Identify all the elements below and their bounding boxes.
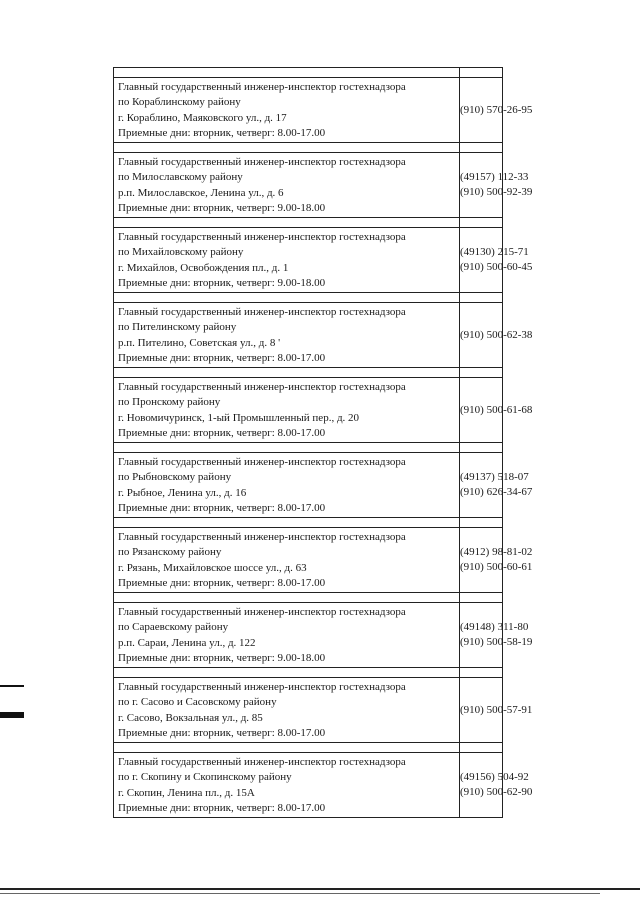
inspector-address-cell: [114, 378, 460, 443]
address-line: по Милославскому району: [118, 171, 243, 184]
address-line: г. Рыбное, Ленина ул., д. 16: [118, 486, 247, 499]
inspector-address-cell: [114, 303, 460, 368]
inspector-address-cell: [114, 528, 460, 593]
scan-margin-mark: [0, 685, 24, 687]
spacer-row: [114, 68, 503, 78]
phone-number: (49156) 504-92: [460, 771, 529, 783]
phone-number: (910) 500-62-38: [460, 328, 533, 341]
phone-number: (910) 500-60-45: [460, 261, 533, 273]
phone-number: (910) 500-61-68: [460, 403, 533, 416]
inspector-address-cell: [114, 753, 460, 818]
footer-rule-secondary: [0, 893, 600, 894]
address-line: по Пителинскому району: [118, 321, 237, 334]
inspector-address-cell: [114, 453, 460, 518]
address-line: р.п. Пителино, Советская ул., д. 8 ': [118, 336, 281, 349]
address-line: г. Новомичуринск, 1-ый Промышленный пер., д. 20: [118, 411, 360, 424]
spacer-cell: [114, 293, 460, 303]
inspectors-table: [113, 67, 533, 818]
inspector-address-cell: [114, 228, 460, 293]
phone-number: (910) 500-92-39: [460, 186, 533, 198]
spacer-row: [114, 593, 503, 603]
spacer-row: [114, 443, 503, 453]
spacer-cell: [114, 518, 460, 528]
spacer-cell: [460, 143, 503, 153]
inspector-address-cell: [114, 153, 460, 218]
address-line: по Рязанскому району: [118, 546, 222, 559]
phone-cell: [460, 78, 533, 143]
phone-cell: [460, 603, 533, 668]
spacer-cell: [114, 668, 460, 678]
address-line: по Пронскому району: [118, 396, 221, 409]
phone-cell: [460, 678, 533, 743]
spacer-cell: [460, 743, 503, 753]
spacer-cell: [114, 68, 460, 78]
spacer-row: [114, 368, 503, 378]
address-line: Приемные дни: вторник, четверг: 9.00-18.00: [118, 201, 326, 214]
address-line: Приемные дни: вторник, четверг: 8.00-17.00: [118, 501, 326, 514]
address-line: по г. Сасово и Сасовскому району: [118, 696, 277, 709]
spacer-row: [114, 743, 503, 753]
address-line: Главный государственный инженер-инспектор гостехнадзора: [118, 305, 406, 318]
table-row: [114, 678, 503, 743]
spacer-cell: [114, 368, 460, 378]
phone-number: (910) 500-58-19: [460, 636, 533, 648]
spacer-cell: [114, 593, 460, 603]
address-line: Приемные дни: вторник, четверг: 8.00-17.00: [118, 726, 326, 739]
phone-number: (910) 500-57-91: [460, 703, 533, 716]
phone-cell: [460, 453, 533, 518]
phone-number: (49148) 311-80: [460, 621, 529, 633]
spacer-cell: [460, 593, 503, 603]
phone-cell: [460, 303, 533, 368]
address-line: Приемные дни: вторник, четверг: 9.00-18.00: [118, 651, 326, 664]
table-row: [114, 228, 503, 293]
phone-number: (910) 570-26-95: [460, 103, 533, 116]
spacer-cell: [460, 518, 503, 528]
address-line: г. Скопин, Ленина пл., д. 15А: [118, 786, 255, 799]
table-row: [114, 528, 503, 593]
address-line: Главный государственный инженер-инспектор гостехнадзора: [118, 380, 406, 393]
phone-cell: [460, 153, 533, 218]
address-line: г. Михайлов, Освобождения пл., д. 1: [118, 261, 289, 274]
address-line: Главный государственный инженер-инспектор гостехнадзора: [118, 155, 406, 168]
address-line: Главный государственный инженер-инспектор гостехнадзора: [118, 230, 406, 243]
spacer-cell: [460, 668, 503, 678]
address-line: г. Кораблино, Маяковского ул., д. 17: [118, 111, 287, 124]
table-row: [114, 78, 503, 143]
phone-cell: [460, 753, 533, 818]
inspector-address-cell: [114, 603, 460, 668]
address-line: по Рыбновскому району: [118, 471, 232, 484]
footer-rule: [0, 888, 640, 890]
address-line: Главный государственный инженер-инспектор гостехнадзора: [118, 530, 406, 543]
address-line: г. Сасово, Вокзальная ул., д. 85: [118, 711, 263, 724]
address-line: г. Рязань, Михайловское шоссе ул., д. 63: [118, 561, 307, 574]
scan-margin-block: [0, 712, 24, 718]
spacer-cell: [114, 743, 460, 753]
spacer-cell: [460, 293, 503, 303]
phone-cell: [460, 528, 533, 593]
address-line: по Сараевскому району: [118, 621, 229, 634]
address-line: Приемные дни: вторник, четверг: 8.00-17.00: [118, 576, 326, 589]
table-row: [114, 453, 503, 518]
address-line: р.п. Милославское, Ленина ул., д. 6: [118, 186, 284, 199]
spacer-row: [114, 143, 503, 153]
address-line: по Михайловскому району: [118, 246, 244, 259]
address-line: Главный государственный инженер-инспектор гостехнадзора: [118, 680, 406, 693]
spacer-cell: [460, 443, 503, 453]
spacer-cell: [114, 143, 460, 153]
phone-number: (910) 500-60-61: [460, 561, 533, 573]
phone-number: (910) 626-34-67: [460, 486, 533, 498]
table-row: [114, 378, 503, 443]
phone-number: (4912) 98-81-02: [460, 546, 533, 558]
table-row: [114, 753, 503, 818]
spacer-cell: [114, 218, 460, 228]
table-row: [114, 303, 503, 368]
address-line: Главный государственный инженер-инспектор гостехнадзора: [118, 455, 406, 468]
address-line: по г. Скопину и Скопинскому району: [118, 771, 292, 784]
address-line: Приемные дни: вторник, четверг: 8.00-17.00: [118, 801, 326, 814]
phone-number: (910) 500-62-90: [460, 786, 533, 798]
address-line: Приемные дни: вторник, четверг: 9.00-18.00: [118, 276, 326, 289]
address-line: Приемные дни: вторник, четверг: 8.00-17.00: [118, 126, 326, 139]
address-line: Главный государственный инженер-инспектор гостехнадзора: [118, 605, 406, 618]
inspector-address-cell: [114, 678, 460, 743]
spacer-row: [114, 518, 503, 528]
phone-number: (49157) 112-33: [460, 171, 529, 183]
address-line: р.п. Сараи, Ленина ул., д. 122: [118, 636, 256, 649]
spacer-cell: [460, 68, 503, 78]
spacer-row: [114, 218, 503, 228]
address-line: Главный государственный инженер-инспектор гостехнадзора: [118, 80, 406, 93]
address-line: Приемные дни: вторник, четверг: 8.00-17.00: [118, 351, 326, 364]
phone-cell: [460, 228, 533, 293]
phone-number: (49130) 215-71: [460, 246, 529, 258]
spacer-cell: [460, 218, 503, 228]
address-line: по Кораблинскому району: [118, 96, 241, 109]
address-line: Главный государственный инженер-инспектор гостехнадзора: [118, 755, 406, 768]
table-row: [114, 153, 503, 218]
spacer-cell: [460, 368, 503, 378]
phone-cell: [460, 378, 533, 443]
spacer-row: [114, 668, 503, 678]
inspector-address-cell: [114, 78, 460, 143]
address-line: Приемные дни: вторник, четверг: 8.00-17.00: [118, 426, 326, 439]
phone-number: (49137) 518-07: [460, 471, 529, 483]
spacer-cell: [114, 443, 460, 453]
table-row: [114, 603, 503, 668]
spacer-row: [114, 293, 503, 303]
